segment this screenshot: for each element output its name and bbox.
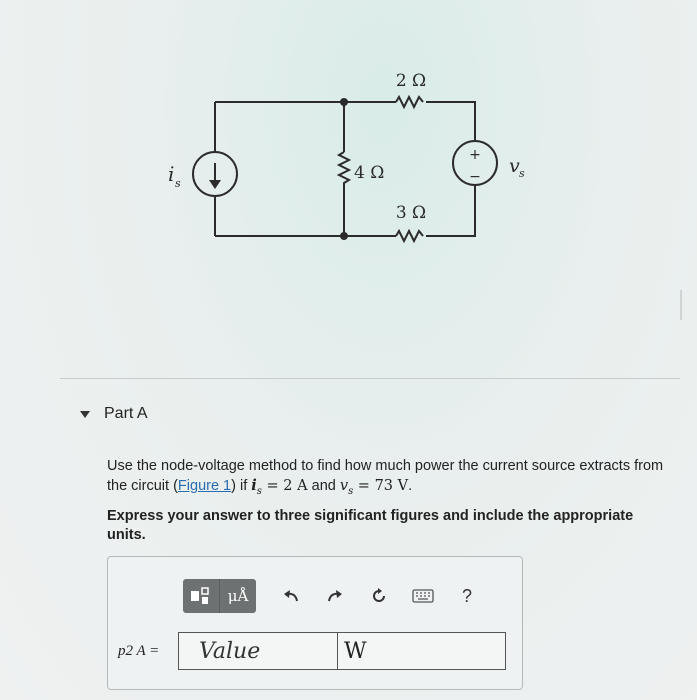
- reset-button[interactable]: [362, 579, 396, 613]
- question-end: .: [408, 478, 413, 494]
- keyboard-button[interactable]: [406, 579, 440, 613]
- label-3ohm: 3 Ω: [395, 203, 427, 223]
- and-text: and: [307, 478, 340, 494]
- vs-symbol: v: [339, 478, 349, 494]
- unit-input[interactable]: [338, 632, 506, 670]
- is-sub: s: [256, 485, 262, 497]
- part-header[interactable]: [80, 405, 148, 423]
- vs-value: = 73 V: [353, 478, 409, 494]
- plus-sign: +: [469, 147, 481, 163]
- label-2ohm: 2 Ω: [395, 71, 427, 91]
- answer-row: [118, 632, 506, 670]
- undo-icon: [282, 588, 300, 604]
- answer-toolbar: [183, 579, 484, 613]
- minus-sign: −: [469, 169, 481, 185]
- answer-box: [107, 556, 523, 690]
- templates-button[interactable]: [183, 579, 220, 613]
- figure-link[interactable]: Figure 1: [177, 478, 232, 494]
- label-vs: v: [509, 155, 520, 177]
- units-button[interactable]: [220, 579, 256, 613]
- wire-bottom-right: [426, 186, 475, 236]
- is-value: = 2 A: [261, 478, 308, 494]
- help-icon: ?: [461, 585, 472, 606]
- unit-value: W: [344, 638, 367, 664]
- reset-icon: [370, 587, 388, 605]
- node-bottom: [340, 232, 348, 240]
- part-title: Part A: [104, 405, 148, 422]
- redo-button[interactable]: [318, 579, 352, 613]
- is-symbol: i: [251, 477, 257, 494]
- question-text: [107, 457, 677, 501]
- template-icon: [190, 587, 212, 605]
- variable-label: p2 A =: [118, 642, 160, 659]
- help-button[interactable]: [450, 579, 484, 613]
- node-top: [340, 98, 348, 106]
- resistor-2ohm: [396, 97, 423, 107]
- label-4ohm: 4 Ω: [354, 163, 385, 183]
- question-prefix: Use the node-voltage method to find how much power the current source extracts from the circuit (: [107, 458, 664, 494]
- scroll-edge: [680, 290, 682, 320]
- label-vs-sub: s: [519, 167, 525, 180]
- vs-sub: s: [348, 485, 354, 497]
- label-is: i: [168, 162, 175, 186]
- value-input[interactable]: [178, 632, 338, 670]
- undo-button[interactable]: [274, 579, 308, 613]
- units-label: μÅ: [227, 587, 249, 605]
- collapse-caret-icon[interactable]: [80, 411, 90, 418]
- toolbar-button-group: [183, 579, 256, 613]
- section-divider: [60, 378, 680, 379]
- resistor-3ohm: [396, 231, 423, 241]
- keyboard-icon: [412, 589, 434, 603]
- wire-top-right: [426, 102, 475, 140]
- resistor-4ohm: [339, 152, 349, 190]
- instruction-text: Express your answer to three significant figures and include the appropriate units.: [107, 508, 634, 543]
- value-placeholder: Value: [199, 638, 261, 664]
- current-arrow-head: [209, 180, 221, 189]
- question-mid: ) if: [231, 478, 252, 494]
- redo-icon: [326, 588, 344, 604]
- label-is-sub: s: [175, 177, 181, 190]
